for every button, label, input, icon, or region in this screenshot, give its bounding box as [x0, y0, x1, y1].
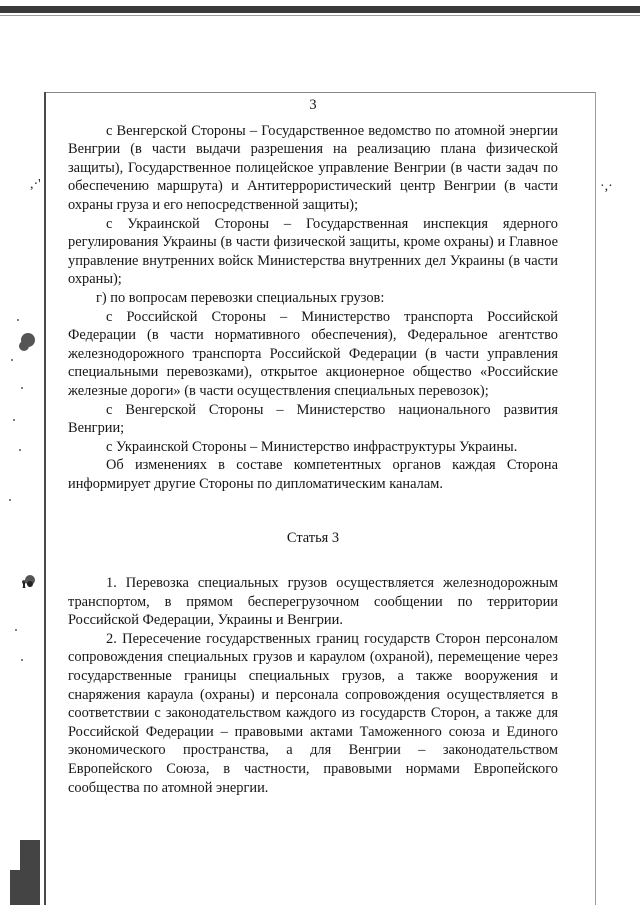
paragraph: г) по вопросам перевозки специальных грузов: [96, 289, 385, 306]
paragraph: 2. Пересечение государственных границ государств Сторон персоналом сопровождения специальных грузов и караулом (охраной), перемещение через государственные границы специальных грузов, а также вооружения и снаряжения караула (охраны) и персонала сопровождения осуществляется в соответствии с законодательством каждого из государств Сторон, а также для Российской Федерации – правовыми актами Таможенного союза и Единого экономического пространства, а для Венгрии – законодательством Европейского Союза, в частности, правовыми нормами Европейского сообщества по атомной энергии. [68, 630, 558, 796]
page-number: 3 [309, 97, 317, 113]
scan-top-line [0, 15, 640, 16]
paragraph: с Венгерской Стороны – Министерство национального развития Венгрии; [68, 401, 558, 437]
paragraph: с Российской Стороны – Министерство транспорта Российской Федерации (в части нормативного обеспечения), Федеральное агентство железнодорожного транспорта Российской Федерации (в части управления специальными перевозками), открытое акционерное общество «Российские железные дороги» (в части осуществления специальных перевозок); [68, 308, 558, 399]
paragraph: с Венгерской Стороны – Государственное ведомство по атомной энергии Венгрии (в части выдачи разрешения на реализацию плана физической защиты), Государственное полицейское управление Венгрии (в части задач по обеспечению маршрута) и Антитеррористический центр Венгрии (в части охраны груза и его непосредственной защиты); [68, 122, 558, 213]
scan-mark-left: ,·' [30, 177, 41, 192]
page-frame-left [44, 92, 46, 905]
paragraph: 1. Перевозка специальных грузов осуществляется железнодорожным транспортом, в прямом бесперегрузочном сообщении по территории Российской Федерации, Украины и Венгрии. [68, 575, 558, 629]
article-heading: Статья 3 [286, 530, 340, 547]
scan-edge-noise [0, 300, 40, 905]
page-frame-right [595, 92, 596, 905]
scan-mark-right: ·,· [600, 179, 613, 194]
scan-top-border [0, 6, 640, 13]
page-frame-top [44, 92, 596, 93]
scan-mark-left-bold: ı● [22, 577, 35, 592]
paragraph: с Украинской Стороны – Министерство инфраструктуры Украины. [106, 438, 518, 455]
document-page [68, 96, 558, 797]
paragraph: Об изменениях в составе компетентных органов каждая Сторона информирует другие Стороны по дипломатическим каналам. [68, 457, 558, 492]
paragraph: с Украинской Стороны – Государственная инспекция ядерного регулирования Украины (в части физической защиты, кроме охраны) и Главное управление внутренних войск Министерства внутренних дел Украины (в части охраны); [68, 215, 558, 288]
